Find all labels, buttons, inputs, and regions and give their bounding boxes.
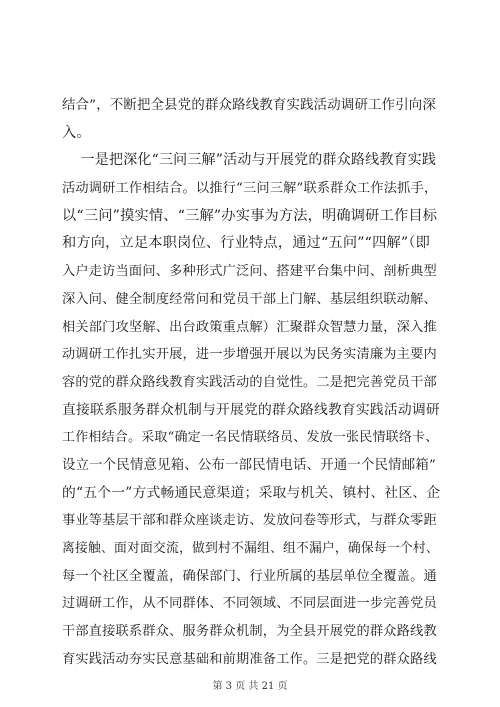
text-line: 活动调研工作相结合。以推行“三问三解”联系群众工作法抓手， — [62, 181, 438, 197]
text-line: 深入问、健全制度经常问和党员干部上门解、基层组织联动解、 — [62, 291, 437, 307]
text-line: 的“五个一”方式畅通民意渠道；采取与机关、镇村、社区、企 — [62, 484, 441, 501]
text-line: 离接触、面对面交流，做到村不漏组、组不漏户，确保每一个村、 — [62, 541, 439, 556]
text-line: 干部直接联系群众、服务群众机制，为全县开展党的群众路线教 — [62, 624, 437, 640]
page-number-footer: 第 3 页 共 21 页 — [212, 681, 288, 692]
text-line: 结合”，不断把全县党的群众路线教育实践活动调研工作引向深 — [62, 98, 436, 113]
text-line: 直接联系服务群众机制与开展党的群众路线教育实践活动调研 — [62, 401, 440, 418]
text-line: 和方向，立足本职岗位、行业特点，通过“五问”“四解”（即 — [62, 235, 431, 252]
text-line: 事业等基层干部和群众座谈走访、发放问卷等形式，与群众零距 — [62, 513, 437, 529]
text-line: 相关部门攻坚解、出台政策重点解）汇聚群众智慧力量，深入推 — [62, 319, 437, 335]
text-line: 工作相结合。采取“确定一名民情联络员、发放一张民情联络卡、 — [62, 430, 439, 446]
text-line: 一是把深化“三问三解”活动与开展党的群众路线教育实践 — [62, 152, 437, 169]
text-line: 育实践活动夯实民意基础和前期准备工作。三是把党的群众路线 — [62, 651, 437, 667]
text-line: 容的党的群众路线教育实践活动的自觉性。二是把完善党员干部 — [62, 374, 437, 390]
text-line: 入。 — [62, 124, 91, 141]
text-line: 动调研工作扎实开展，进一步增强开展以为民务实清廉为主要内 — [62, 347, 437, 363]
text-line: 过调研工作，从不同群体、不同领域、不同层面进一步完善党员 — [62, 596, 437, 612]
text-line: 设立一个民情意见箱、公布一部民情电话、开通一个民情邮箱” — [62, 457, 436, 473]
text-line: 入户走访当面问、多种形式广泛问、搭建平台集中问、剖析典型 — [62, 264, 437, 280]
text-line: 每一个社区全覆盖，确保部门、行业所属的基层单位全覆盖。通 — [62, 568, 437, 584]
body-text — [62, 92, 440, 673]
text-line: 以“三问”摸实情、“三解”办实事为方法，明确调研工作目标 — [62, 207, 438, 224]
